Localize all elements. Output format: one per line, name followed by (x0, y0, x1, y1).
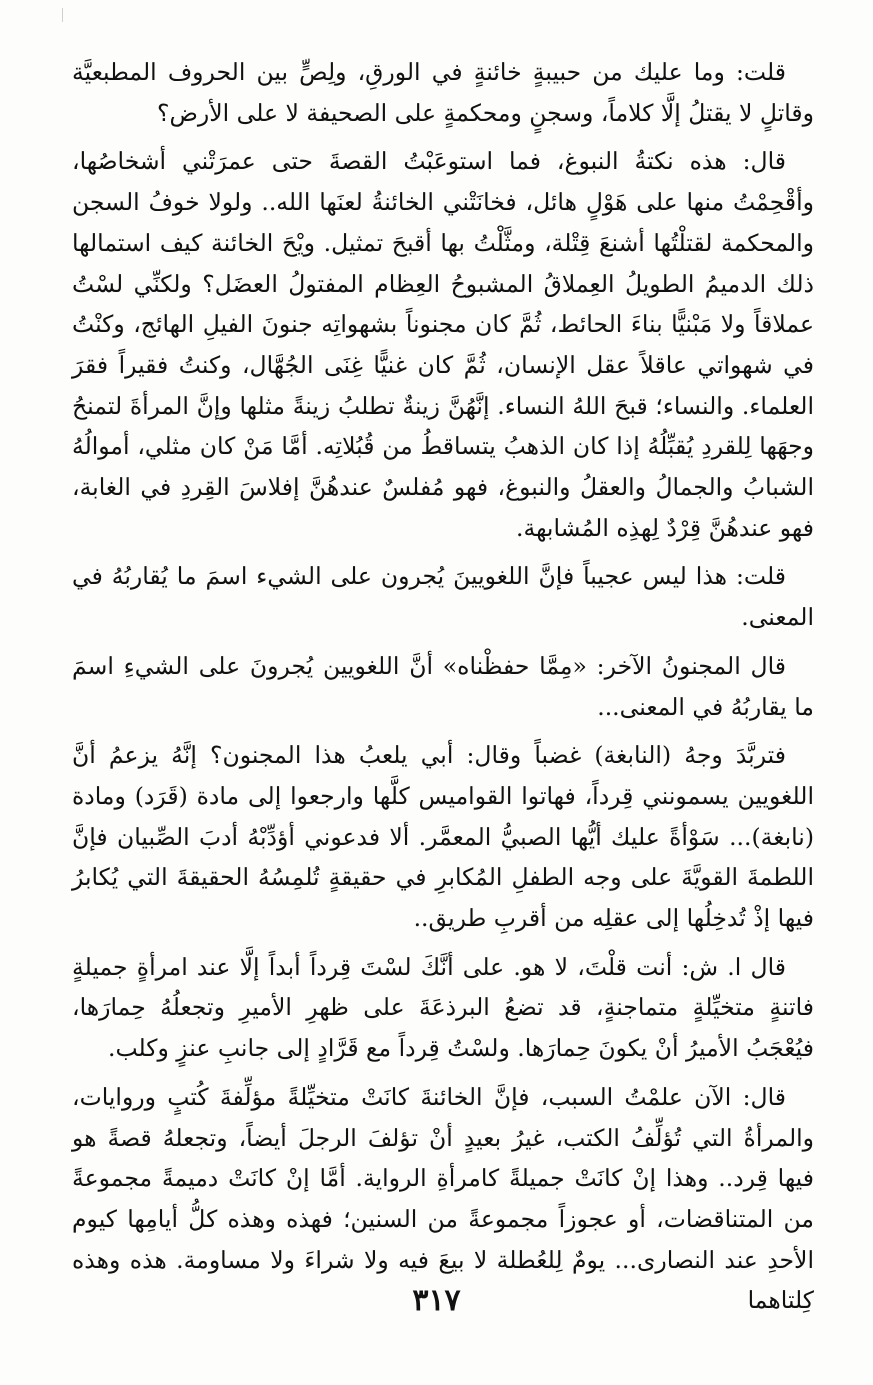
paragraph-2: قال: هذه نكتةُ النبوغ، فما استوعَبْتُ القصةَ حتى عمرَتْني أشخاصُها، وأقْحِمْتُ منها على هَوْلٍ هائل، فخانَتْني الخائنةُ لعنَها الله.. ولولا خوفُ السجن والمحكمة لقتلْتُها أشنعَ قِتْلة، ومثَّلْتُ بها أقبحَ تمثيل. ويْحَ الخائنة كيف استمالها ذلك الدميمُ الطويلُ العِملاقُ المشبوحُ العِظام المفتولُ العضَل؟ ولكنِّي لسْتُ عملاقاً ولا مَبْنيًّا بناءَ الحائط، ثُمَّ كان مجنوناً بشهواتِه جنونَ الفيلِ الهائج، وكنْتُ في شهواتي عاقلاً عقل الإنسان، ثُمَّ كان غنيًّا غِنَى الجُهَّال، وكنتُ فقيراً فقرَ العلماء. والنساء؛ قبحَ اللهُ النساء. إنَّهُنَّ زينةٌ تطلبُ زينةً مثلها وإنَّ المرأةَ لتمنحُ وجهَها لِلقردِ يُقبِّلُهُ إذا كان الذهبُ يتساقطُ من قُبُلاتِه. أمَّا مَنْ كان مثلي، أموالُهُ الشبابُ والجمالُ والعقلُ والنبوغ، فهو مُفلسٌ عندهُنَّ إفلاسَ القِردِ في الغابة، فهو عندهُنَّ قِرْدٌ لِهذِه المُشابهة. (72, 147, 814, 542)
page-body-text (72, 52, 814, 1329)
paragraph-1: قلت: وما عليك من حبيبةٍ خائنةٍ في الورقِ، ولِصٍّ بين الحروف المطبعيَّة وقاتلٍ لا يقتلُ إلَّا كلاماً، وسجنٍ ومحكمةٍ على الصحيفة لا على الأرض؟ (72, 58, 814, 127)
paragraph-5: فتربَّدَ وجهُ (النابغة) غضباً وقال: أبي يلعبُ هذا المجنون؟ إنَّهُ يزعمُ أنَّ اللغويين يسمونني قِرداً، فهاتوا القواميس كلَّها وارجعوا إلى مادة (قَرَد) ومادة (نابغة)... سَوْأةً عليك أيُّها الصبيُّ المعمَّر. ألا فدعوني أؤدِّبْهُ أدبَ الصِّبيان فإنَّ اللطمةَ القويَّةَ على وجه الطفلِ المُكابرِ في حقيقةٍ تُلمِسُهُ الحقيقةَ التي يُكابرُ فيها إذْ تُدخِلُها إلى عقلِه من أقربِ طريق.. (72, 741, 814, 933)
paragraph-7: قال: الآن علمْتُ السبب، فإنَّ الخائنةَ كانَتْ متخيِّلةً مؤلِّفةَ كُتبٍ وروايات، والمرأةُ التي تُؤلِّفُ الكتب، غيرُ بعيدٍ أنْ تؤلفَ الرجلَ أيضاً، وتجعلهُ قصةً هو فيها قِرد.. وهذا إنْ كانَتْ جميلةً كامرأةِ الرواية. أمَّا إنْ كانَتْ دميمةً مجموعةً من المتناقضات، أو عجوزاً مجموعةً من السنين؛ فهذه وهذه كلُّ أيامِها كيوم الأحدِ عند النصارى... يومٌ لِلعُطلة لا بيعَ فيه ولا شراءَ ولا مساومة. هذه وهذه كِلتاهما (72, 1082, 814, 1315)
paragraph-6: قال ا. ش: أنت قلْتَ، لا هو. على أنَّكَ لسْتَ قِرداً أبداً إلَّا عند امرأةٍ جميلةٍ فاتنةٍ متخيِّلةٍ متماجنةٍ، قد تضعُ البرذعَةَ على ظهرِ الأميرِ وتجعلُهُ حِمارَها، فيُعْجَبُ الأميرُ أنْ يكونَ حِمارَها. ولسْتُ قِرداً مع قَرَّادٍ إلى جانبِ عنزٍ وكلب. (72, 952, 814, 1063)
scan-edge-mark (62, 8, 63, 22)
paragraph-4: قال المجنونُ الآخر: «مِمَّا حفظْناه» أنَّ اللغويين يُجرونَ على الشيءِ اسمَ ما يقاربُهُ في المعنى... (72, 651, 814, 721)
paragraph-3: قلت: هذا ليس عجيباً فإنَّ اللغويينَ يُجرون على الشيء اسمَ ما يُقاربُهُ في المعنى. (72, 562, 814, 632)
page-number: ٣١٧ (412, 1283, 461, 1318)
